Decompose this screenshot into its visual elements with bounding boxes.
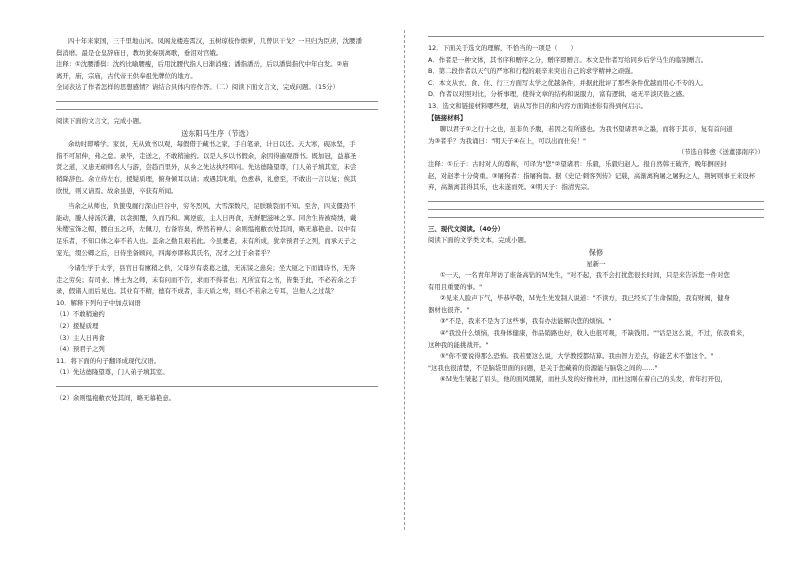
section-3-heading: 三、现代文阅读。（40分） (428, 224, 504, 233)
passage-line: 指不可屈伸，弗之怠。录毕，走送之，不敢稍逾约。以是人多以书假余，余因得遍观群书。既加冠，益慕圣 (56, 151, 357, 160)
poem-note: 注释：①沈腰潘鬓：沈约比喻腰瘦，后用沈腰代指人日渐消瘦；潘指潘岳，后以潘鬓指代中年白发。②庙 (56, 60, 349, 69)
question-12: 12．下面关于选文的理解，不恰当的一项是（ ） (428, 44, 577, 52)
section-3-intro: 阅读下面的文学类文本，完成小题。 (428, 236, 531, 245)
passage-line: 今诸生学于太学，县官日有廪稍之供，父母岁有裘葛之遗，无冻馁之患矣；坐大厦之下而诵诗书，无奔 (68, 264, 356, 273)
link-note: 弃，高渐离甚得其乐，也未遂而死。④明天子：指清宪宗。 (428, 183, 594, 192)
question-12-option-d: D．作者以对照对比，分析事理，使得文章的结构和说服力，富有逻辑，毫无平淡厌倦之感。 (428, 90, 689, 99)
passage-line: 宠光，缀公卿之后，日侍坐备顾问，四海亦谬称其氏名，况才之过于余者乎？ (56, 248, 274, 257)
passage-line: 稍降辞色。余立侍左右，援疑质理，俯身倾耳以请；或遇其叱咄，色愈恭，礼愈至，不敢出一言以复；俟其 (56, 174, 357, 183)
answer-line (428, 201, 764, 202)
question-11-item: （2）余则缊袍敝衣处其间，略无慕艳意。 (56, 394, 176, 403)
story-line: ①一天，一名青年拜访了谁备高钻的Ｍ先生，"对不起，我不会打扰您很长时间，只是来告诉您一件对您 (440, 271, 730, 280)
passage-line: 足乐者，不知口体之奉不若人也。盖余之勤且艰若此。今虽耄老，未有所成，犹幸预君子之列，而承天子之 (56, 236, 357, 245)
question-10-item: （3）主人日再食 (56, 333, 105, 342)
question-11: 11．将下面的句子翻译成现代汉语。 (56, 356, 160, 365)
question-11-item: （1）先达德隆望尊，门人弟子填其室。 (56, 368, 169, 377)
question-10-item: （4）预君子之列 (56, 345, 105, 354)
question-12-option-c: C．本文从衣、食、住、行三方面写太学之优越条件，并据此批评了那些条件优越而用心不专的人。 (428, 78, 708, 87)
answer-line (56, 386, 378, 387)
question-10: 10．解释下列句子中加点词语 (56, 298, 141, 307)
story-line: 有用且重要的事。" (428, 282, 483, 291)
poem-line: 四十年来家国，三千里地山河。凤阁龙楼连霄汉，玉树琼枝作烟萝，几曾识干戈？一旦归为臣虏，沈腰潘 (68, 37, 362, 45)
story-author: 星新一 (586, 259, 606, 268)
passage-line: 朱缨宝饰之帽，腰白玉之环，左佩刀，右备容臭，烨然若神人；余则缊袍敝衣处其间，略无慕艳意。以中有 (56, 225, 357, 234)
passage-title: 送东阳马生序（节选） (181, 128, 253, 138)
story-line: 器材也很齐。" (428, 305, 470, 314)
story-line: ⑥Ｍ先生皱起了眉头，他的面风绷紧，而杜头发的好像杜冲，而杜这刚在着自己的头发，青年打开包， (440, 375, 727, 384)
question-12-option-b: B．第二段作者以天气的严寒和行程的艰辛来突出自己的求学精神之顽强。 (428, 67, 637, 76)
passage-line: 走之劳矣；有司业、博士为之师，未有问而不告，求而不得者也；凡所宜有之书，皆集于此，不必若余之手 (56, 275, 357, 284)
question-12-option-a: A．作者是一种文体，其书序和赠序之分，赠序即赠言。本文是作者写给同乡后学马生的临别赠言。 (428, 55, 708, 64)
link-line: 聊以君子①之行十之也，虽非负予腹，若因之有所感也。为我书望诸君②之墨，而将于其市，复有首问道 (440, 125, 733, 134)
passage-line: 欣悦，则又请焉。故余虽愚，卒获有所闻。 (56, 186, 178, 195)
link-line: 为③者乎？为我诵曰："明天子④在上，可以出而仕矣！" (428, 136, 586, 145)
link-source: （节选自韩愈《送董邵南序》） (677, 148, 764, 157)
link-material-title: 【链接材料】 (428, 113, 467, 122)
answer-line (428, 36, 764, 37)
story-line: ④"我没什么烦恼，我身体健康，作品销路也好，收入也很可观，不缺钱用。""话是这么说，不过，依我看来， (440, 329, 749, 338)
passage-line: 贤之道，又患无硕师名人与游，尝趋百里外，从乡之先达执经叩问。先达德隆望尊，门人弟子填其室，未尝 (56, 163, 357, 172)
story-line: ⑤"你不要说得那么恐怖。我若要这么说，大学教授都结算。我由智力差点，你能艺术不靠这个。" (440, 352, 714, 361)
reading-intro: 阅读下面的文言文，完成小题。 (56, 116, 146, 125)
answer-line (428, 217, 764, 218)
link-note: 赵，对赵孝十分倚重。③屠狗者：指屠狗翁。据《史记·刺客列传》记载，高渐离狗屠之屠狗之人，荆轲则事王来设杯 (428, 171, 756, 180)
passage-line: 能动，媵人持汤沃灌，以衾拥覆，久而乃和。寓逆旅，主人日再食，无鲜肥滋味之享。同舍生皆被绮绣，戴 (56, 213, 357, 222)
answer-line (428, 209, 764, 210)
question-9: 全词表达了作者怎样的思想感情？请结合具体内容作答。（二）阅读下面文言文，完成问题。（15分） (56, 83, 339, 92)
left-column (56, 36, 378, 405)
right-column (428, 36, 764, 386)
story-title: 保修 (588, 247, 604, 257)
passage-line: 当余之从师也，负箧曳屣行深山巨谷中，穷冬烈风，大雪深数尺，足肤皲裂而不知。至舍，四支僵劲不 (68, 202, 356, 211)
story-line: ②见来人脸声下气，毕恭毕敬，Ｍ先生先发制人说道："不读方，我已经买了生命保险，我有财阀，健身 (440, 294, 730, 303)
question-13: 13．选文和链接材料哪些理，请从写作目的和内容方面简述你有得到何启示。 (428, 101, 648, 110)
answer-line (56, 109, 378, 110)
story-line: ③"不是，我来不是为了这些事，我有办法能解决您的烦恼。" (440, 317, 612, 326)
story-line: "这我也很清楚，不是脑袋里面的问题，是关于您藏着的资源能与脑袋之间的……" (428, 363, 658, 372)
column-divider (404, 30, 405, 530)
poem-note: 离开，庙，宗庙，古代帝王供奉祖先牌位的地方。 (56, 71, 197, 80)
link-note: 注释：①丘子：古时对人的尊称，可译为"您"②望诸君：乐毅，乐毅归赵人。报自然韩王破齐，晚年摒居封 (428, 159, 727, 168)
question-10-item: （1）不敢稍逾约 (56, 310, 105, 319)
answer-line (56, 101, 378, 102)
story-line: 这种我的能挑战开。" (428, 340, 489, 349)
passage-line: 录，假诸人而后见也。其业有不精，德有不成者，非天质之卑，则心不若余之专耳，岂他人之过哉？ (56, 287, 338, 296)
passage-line: 余幼时即嗜学。家贫，无从致书以观，每假借于藏书之家，手自笔录，计日以还。天大寒，砚冰坚，手 (68, 140, 356, 149)
question-10-item: （2）援疑质理 (56, 322, 99, 331)
poem-line: 鬓消磨。最是仓皇辞庙日，教坊犹奏别离歌，垂泪对宫娥。 (56, 48, 223, 57)
